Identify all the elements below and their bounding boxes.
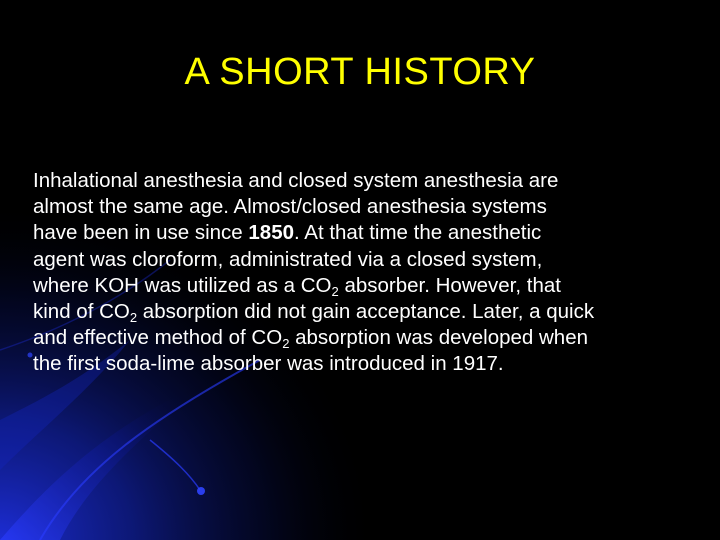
text-segment: and effective method of CO	[33, 326, 283, 350]
year-highlight: 1850	[248, 221, 295, 245]
text-segment: kind of CO	[33, 300, 130, 324]
paragraph-line	[33, 220, 713, 246]
paragraph-line	[33, 299, 713, 325]
paragraph-line	[33, 273, 713, 299]
subscript: 2	[129, 310, 138, 326]
subscript: 2	[282, 336, 290, 352]
slide-title: A SHORT HISTORY	[184, 51, 536, 93]
subscript: 2	[331, 283, 339, 299]
text-segment: where KOH was utilized as a CO	[33, 273, 332, 297]
text-segment: have been in use since	[33, 221, 249, 245]
text-segment: absorption was developed when	[289, 326, 589, 350]
paragraph-line: the first soda-lime absorber was introduced in 1917.	[33, 352, 504, 376]
history-paragraph	[33, 168, 713, 378]
paragraph-line: almost the same age. Almost/closed anesthesia systems	[33, 195, 547, 219]
paragraph-line	[33, 325, 713, 351]
text-segment: . At that time the anesthetic	[294, 221, 542, 245]
text-segment: absorption did not gain acceptance. Later, a quick	[137, 300, 595, 324]
paragraph-line: agent was cloroform, administrated via a closed system,	[33, 247, 543, 271]
text-segment: absorber. However, that	[338, 273, 561, 297]
paragraph-line: Inhalational anesthesia and closed system anesthesia are	[33, 169, 559, 192]
